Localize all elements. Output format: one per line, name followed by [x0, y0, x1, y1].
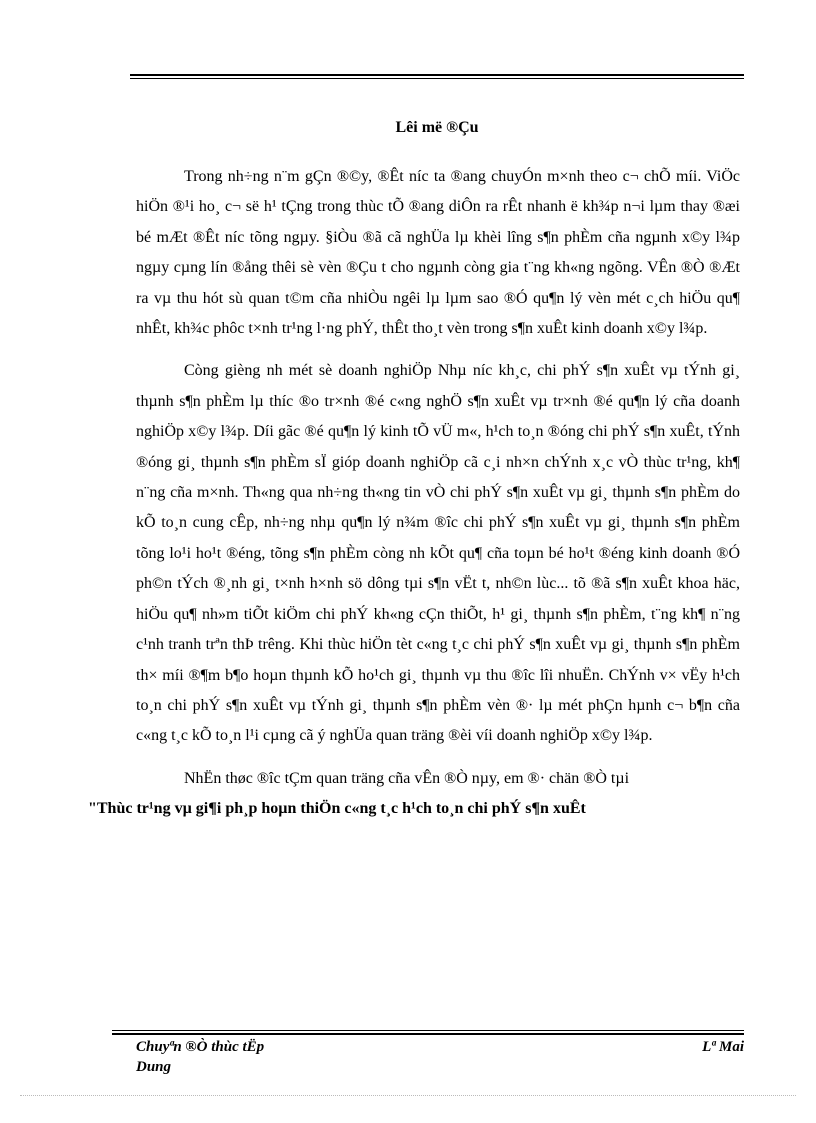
footer-left-line1: Chuyªn ®Ò thùc tËp	[136, 1039, 265, 1055]
document-body	[88, 162, 740, 825]
paragraph-1: Trong nh÷ng n¨m gÇn ®©y, ®Êt níc ta ®ang chuyÓn m×nh theo c¬ chÕ míi. ViÖc hiÖn ®¹i ho¸ c¬ së h¹ tÇng trong thùc tÕ ®ang diÔn ra rÊt nhanh ë kh¾p n¬i lµm thay ®æi bé mÆt ®Êt níc tõng ngµy. §iÒu ®ã cã nghÜa lµ khèi lîng s¶n phÈm cña ngµnh x©y l¾p ngµy cµng lín ®ång thêi sè vèn ®Çu t cho ngµnh còng gia t¨ng kh«ng ngõng. VÊn ®Ò ®Æt ra vµ thu hót sù quan t©m cña nhiÒu ngêi lµ lµm sao ®Ó qu¶n lý vèn mét c¸ch hiÖu qu¶ nhÊt, kh¾c phôc t×nh tr¹ng l·ng phÝ, thÊt tho¸t vèn trong s¶n xuÊt kinh doanh x©y l¾p.	[136, 168, 740, 338]
footer-rule-thin	[112, 1030, 744, 1031]
footer-left	[136, 1037, 336, 1077]
footer-left-line2: Dung	[136, 1059, 172, 1075]
page-title: Lêi më ®Çu	[395, 119, 479, 136]
paragraph-3	[88, 764, 740, 825]
page-bottom-dotted-border	[20, 1095, 796, 1096]
header-rule-thick	[130, 74, 744, 76]
paragraph-3-text: NhËn thøc ®îc tÇm quan träng cña vÊn ®Ò nµy, em ®· chän ®Ò tµi	[184, 769, 630, 787]
footer-right: Lª Mai	[702, 1039, 744, 1055]
paragraph-2: Còng gièng nh mét sè doanh nghiÖp Nhµ níc kh¸c, chi phÝ s¶n xuÊt vµ tÝnh gi¸ thµnh s¶n phÈm lµ thíc ®o tr×nh ®é c«ng nghÖ s¶n xuÊt vµ tr×nh ®é qu¶n lý cña doanh nghiÖp x©y l¾p. Díi gãc ®é qu¶n lý kinh tÕ vÜ m«, h¹ch to¸n ®óng chi phÝ s¶n xuÊt, tÝnh ®óng gi¸ thµnh s¶n phÈm sÏ gióp doanh nghiÖp cã c¸i nh×n chÝnh x¸c vÒ thùc tr¹ng, kh¶ n¨ng cña m×nh. Th«ng qua nh÷ng th«ng tin vÒ chi phÝ s¶n xuÊt vµ gi¸ thµnh s¶n phÈm do kÕ to¸n cung cÊp, nh÷ng nhµ qu¶n lý n¾m ®îc chi phÝ s¶n xuÊt vµ gi¸ thµnh s¶n phÈm tõng lo¹i ho¹t ®éng, tõng s¶n phÈm còng nh kÕt qu¶ cña toµn bé ho¹t ®éng kinh doanh ®Ó ph©n tÝch ®¸nh gi¸ t×nh h×nh sö dông tµi s¶n vËt t, nh©n lùc... tõ ®ã s¶n xuÊt khoa häc, hiÖu qu¶ nh»m tiÕt kiÖm chi phÝ kh«ng cÇn thiÕt, h¹ gi¸ thµnh s¶n phÈm, t¨ng kh¶ n¨ng c¹nh tranh trªn thÞ trêng. Khi thùc hiÖn tèt c«ng t¸c chi phÝ s¶n xuÊt vµ gi¸ thµnh s¶n phÈm th× míi ®¶m b¶o hoµn thµnh kÕ ho¹ch gi¸ thµnh vµ thu ®îc lîi nhuËn. ChÝnh v× vËy h¹ch to¸n chi phÝ s¶n xuÊt vµ tÝnh gi¸ thµnh s¶n phÈm vèn ®· lµ mét phÇn hµnh c¬ b¶n cña c«ng t¸c kÕ to¸n l¹i cµng cã ý nghÜa quan träng ®èi víi doanh nghiÖp x©y l¾p.	[136, 362, 740, 745]
topic-title-bold: "Thùc tr¹ng vµ gi¶i ph¸p hoµn thiÖn c«ng t¸c h¹ch to¸n chi phÝ s¶n xuÊt	[88, 800, 586, 818]
header-rule-thin	[130, 78, 744, 79]
footer-rule-thick	[112, 1033, 744, 1035]
